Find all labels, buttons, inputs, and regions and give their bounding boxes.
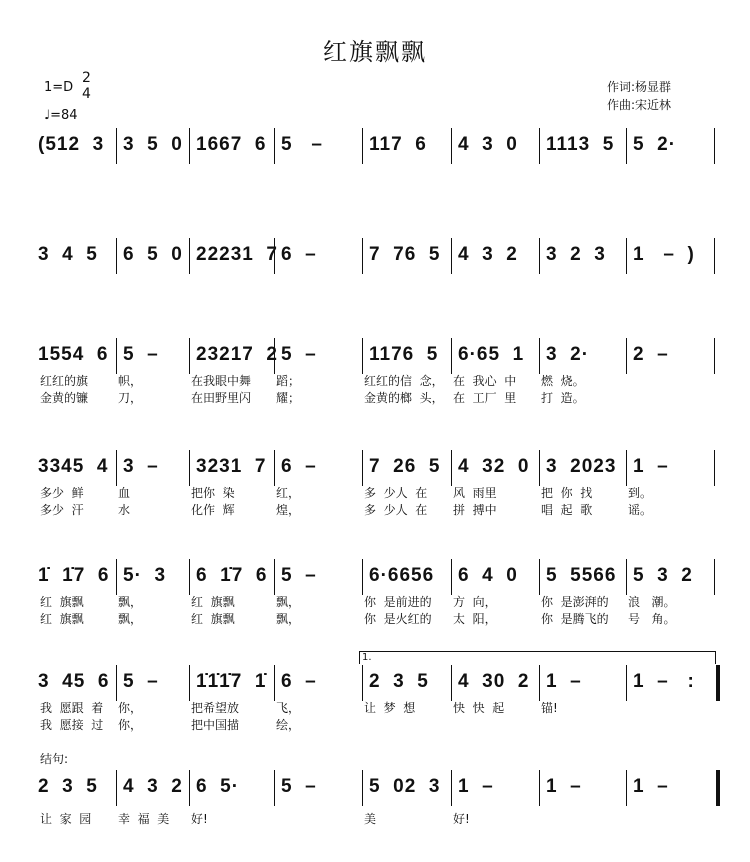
lyric-chunk: 飘， <box>276 595 301 609</box>
lyric-chunk: 让 梦 想 <box>364 701 416 715</box>
lyric-chunk: 耀； <box>276 391 301 405</box>
lyric-chunk: 到。 <box>628 486 653 500</box>
lyric-chunk: 把 你 找 <box>541 486 593 500</box>
measure: 1 – <box>451 770 539 806</box>
meter-top: 2 <box>82 70 91 86</box>
measure: 1113 5 <box>539 128 626 164</box>
lyric-chunk: 红， <box>276 486 301 500</box>
lyric-chunk <box>626 372 714 389</box>
measure: 3 2023 <box>539 450 626 486</box>
lyric-chunk <box>626 716 714 733</box>
lyric-chunk <box>539 810 626 827</box>
lyric-chunk: 浪 潮。 <box>628 595 676 609</box>
measure: 2 – <box>626 338 714 374</box>
measure: 4 30 2 <box>451 665 539 701</box>
lyric-chunk <box>362 716 451 733</box>
lyric-chunk: 红 旗飘 <box>40 595 84 609</box>
notes-row <box>38 770 720 810</box>
measure: 6·65 1 <box>451 338 539 374</box>
measure: 1 – ) <box>626 238 714 274</box>
lyric-chunk: 水 <box>118 503 131 517</box>
measure: 1 – <box>539 665 626 701</box>
lyric-chunk: 飞， <box>276 701 301 715</box>
lyric-chunk: 快 快 起 <box>453 701 505 715</box>
lyric-chunk: 帜， <box>118 374 143 388</box>
lyric-chunk: 让 家 园 <box>40 812 92 826</box>
lyric-chunk: 多少 汗 <box>40 503 84 517</box>
measure: 1 – <box>626 770 714 806</box>
meter-bottom: 4 <box>82 86 91 102</box>
measure: 5 – <box>116 338 189 374</box>
lyric-chunk: 锚! <box>541 701 558 715</box>
lyric-line <box>38 716 714 733</box>
measure: 6 – <box>274 665 362 701</box>
lyric-chunk: 燃 烧。 <box>541 374 585 388</box>
lyric-chunk: 多 少人 在 <box>364 486 428 500</box>
composer: 作曲:宋近林 <box>607 98 672 112</box>
lyric-chunk: 我 愿跟 着 <box>40 701 104 715</box>
lyric-chunk: 红红的旗 <box>40 374 89 388</box>
measure: 1554 6 <box>38 344 109 365</box>
lyric-line <box>38 593 714 610</box>
measure: 5 02 3 <box>362 770 451 806</box>
measure: 23217 2 <box>189 338 274 374</box>
notes-row <box>38 238 715 278</box>
lyric-chunk: 在我眼中舞 <box>191 374 252 388</box>
lyric-chunk: 把中国描 <box>191 718 240 732</box>
lyric-chunk: 号 角。 <box>628 612 676 626</box>
lyric-chunk: 唱 起 歌 <box>541 503 593 517</box>
measure: 3 45 6 <box>38 671 110 692</box>
measure: 3 2· <box>539 338 626 374</box>
lyric-chunk <box>539 716 626 733</box>
lyric-chunk: 煌， <box>276 503 301 517</box>
lyric-chunk: 红红的信 念， <box>364 374 444 388</box>
lyric-line <box>38 610 714 627</box>
lyric-line <box>38 484 714 501</box>
measure: 5· 3 <box>116 559 189 595</box>
measure: 2 3 5 <box>362 665 451 701</box>
tempo-marking: ♩=84 <box>44 108 78 123</box>
measure: 4 3 2 <box>451 238 539 274</box>
lyricist: 作词:杨显群 <box>607 80 672 94</box>
lyric-chunk: 在田野里闪 <box>191 391 252 405</box>
measure: 7 76 5 <box>362 238 451 274</box>
measure: 1 – <box>626 450 714 486</box>
lyric-chunk: 飘， <box>118 595 143 609</box>
key-signature: 1=D <box>44 80 74 95</box>
lyric-line <box>38 372 714 389</box>
measure: 5 2· <box>626 128 714 164</box>
lyric-chunk: 谣。 <box>628 503 653 517</box>
lyric-chunk <box>451 716 539 733</box>
lyric-chunk: 红 旗飘 <box>191 595 235 609</box>
lyric-chunk <box>626 810 714 827</box>
lyric-chunk: 在 工厂 里 <box>453 391 517 405</box>
lyric-chunk <box>274 810 362 827</box>
ending-label: 结句: <box>40 752 69 766</box>
measure: 117 6 <box>362 128 451 164</box>
measure: 3 2 3 <box>539 238 626 274</box>
lyric-chunk: 红 旗飘 <box>191 612 235 626</box>
lyric-chunk: 太 阳， <box>453 612 497 626</box>
lyric-chunk: 我 愿接 过 <box>40 718 104 732</box>
lyric-chunk: 红 旗飘 <box>40 612 84 626</box>
lyric-chunk: 金黄的榔 头， <box>364 391 444 405</box>
measure: 2 3 5 <box>38 776 98 797</box>
lyric-chunk: 你 是火红的 <box>364 612 432 626</box>
volta-bracket: 1. <box>359 651 716 664</box>
lyric-chunk: 多少 鲜 <box>40 486 84 500</box>
measure: 5 – <box>274 128 362 164</box>
time-signature <box>82 70 91 102</box>
measure: 1̇1̇1̇7 1̇ <box>189 665 274 701</box>
measure: 4 3 2 <box>116 770 189 806</box>
measure: 5 – <box>274 770 362 806</box>
lyric-chunk: 血 <box>118 486 131 500</box>
measure: 1̇ 1̇7 6 <box>38 565 110 586</box>
lyric-chunk: 多 少人 在 <box>364 503 428 517</box>
lyric-chunk: 你 是腾飞的 <box>541 612 609 626</box>
lyric-chunk: 风 雨里 <box>453 486 497 500</box>
lyric-chunk: 好! <box>453 812 470 826</box>
lyric-chunk: 美 <box>364 812 377 826</box>
barline <box>716 770 720 806</box>
lyric-line <box>38 699 714 716</box>
lyric-chunk: 幸 福 美 <box>118 812 170 826</box>
measure: 1 – <box>539 770 626 806</box>
measure: 6 1̇7 6 <box>189 559 274 595</box>
lyric-chunk: 绘， <box>276 718 301 732</box>
lyric-chunk: 金黄的镰 <box>40 391 89 405</box>
credits <box>607 78 671 114</box>
measure: 5 – <box>274 338 362 374</box>
lyric-chunk: 飘， <box>276 612 301 626</box>
barline <box>714 128 715 164</box>
measure: 1 – : <box>626 665 714 701</box>
measure: 3345 4 <box>38 456 109 477</box>
measure: 6 5· <box>189 770 274 806</box>
lyric-chunk: 刀， <box>118 391 143 405</box>
lyric-chunk <box>626 389 714 406</box>
lyric-chunk: 方 向， <box>453 595 497 609</box>
measure: 4 32 0 <box>451 450 539 486</box>
measure: 3 4 5 <box>38 244 98 265</box>
lyric-chunk: 拼 搏中 <box>453 503 497 517</box>
barline <box>714 450 715 486</box>
lyric-chunk: 你 是前进的 <box>364 595 432 609</box>
lyric-line <box>38 810 714 827</box>
lyric-chunk: 好! <box>191 812 208 826</box>
lyric-chunk: 化作 辉 <box>191 503 235 517</box>
measure: 3 – <box>116 450 189 486</box>
lyric-chunk: 把希望放 <box>191 701 240 715</box>
lyric-chunk: 蹈； <box>276 374 301 388</box>
lyric-chunk: 你 是澎湃的 <box>541 595 609 609</box>
lyric-chunk: 你， <box>118 701 143 715</box>
barline <box>714 338 715 374</box>
lyric-chunk: 你， <box>118 718 143 732</box>
lyric-chunk <box>626 699 714 716</box>
barline <box>716 665 720 701</box>
barline <box>714 559 715 595</box>
measure: 1176 5 <box>362 338 451 374</box>
lyric-chunk: 打 造。 <box>541 391 585 405</box>
lyric-chunk: 在 我心 中 <box>453 374 517 388</box>
measure: 5 – <box>116 665 189 701</box>
measure: 5 3 2 <box>626 559 714 595</box>
measure: 6·6656 <box>362 559 451 595</box>
measure: 3231 7 <box>189 450 274 486</box>
measure: 6 5 0 <box>116 238 189 274</box>
measure: 3 5 0 <box>116 128 189 164</box>
measure: (512 3 <box>38 134 105 155</box>
measure: 1667 6 <box>189 128 274 164</box>
notes-row <box>38 128 715 168</box>
barline <box>714 238 715 274</box>
lyric-line <box>38 389 714 406</box>
measure: 6 4 0 <box>451 559 539 595</box>
measure: 6 – <box>274 450 362 486</box>
measure: 5 – <box>274 559 362 595</box>
measure: 4 3 0 <box>451 128 539 164</box>
lyric-line <box>38 501 714 518</box>
song-title: 红旗飘飘 <box>323 38 427 66</box>
measure: 6 – <box>274 238 362 274</box>
measure: 22231 7 <box>189 238 274 274</box>
lyric-chunk: 把你 染 <box>191 486 235 500</box>
measure: 7 26 5 <box>362 450 451 486</box>
measure: 5 5566 <box>539 559 626 595</box>
lyric-chunk: 飘， <box>118 612 143 626</box>
